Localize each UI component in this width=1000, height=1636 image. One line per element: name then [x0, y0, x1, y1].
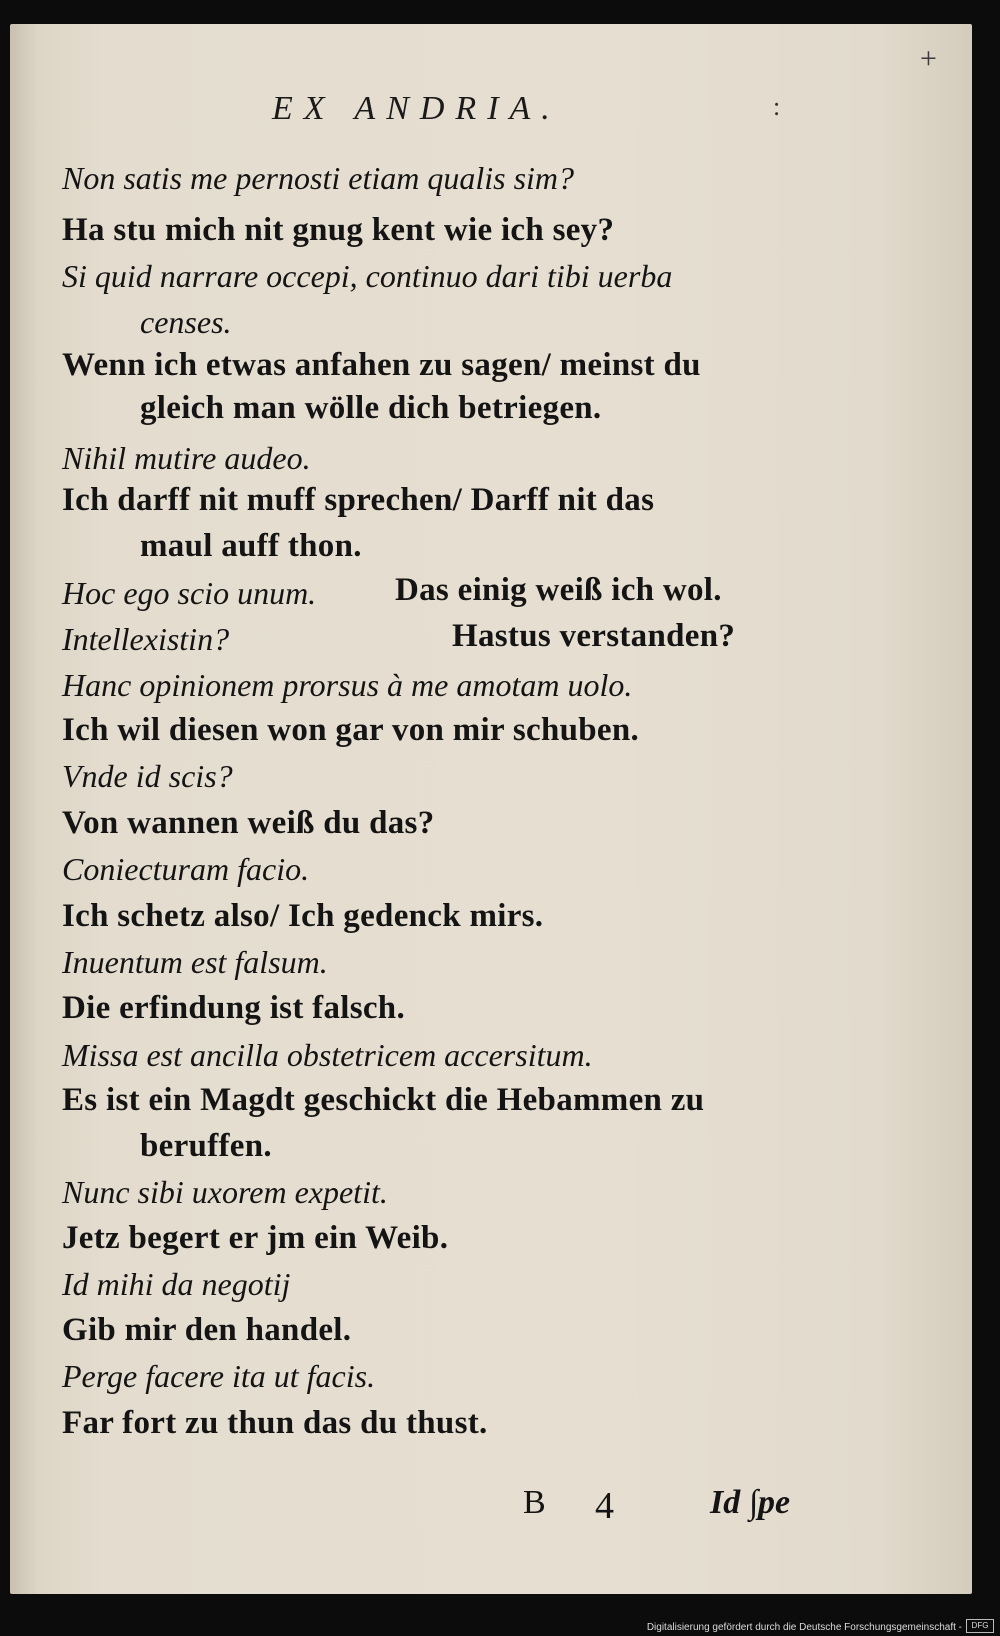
text-line: Nihil mutire audeo.	[62, 440, 311, 476]
text-line: Hanc opinionem prorsus à me amotam uolo.	[62, 667, 633, 703]
text-line: Si quid narrare occepi, continuo dari tibi uerba	[62, 258, 673, 294]
text-line: maul auff thon.	[140, 528, 362, 564]
text-line: beruffen.	[140, 1128, 272, 1164]
text-line: Inuentum est falsum.	[62, 944, 328, 980]
signature-number: 4	[595, 1485, 614, 1527]
text-line: censes.	[140, 304, 232, 340]
text-line: Non satis me pernosti etiam qualis sim?	[62, 160, 575, 196]
running-head: EX ANDRIA.	[272, 90, 561, 127]
text-line: Ich darff nit muff sprechen/ Darff nit das	[62, 482, 655, 518]
text-line: Far fort zu thun das du thust.	[62, 1405, 488, 1441]
text-line: Id mihi da negotij	[62, 1266, 291, 1302]
text-line: Vnde id scis?	[62, 758, 233, 794]
text-line: Ich schetz also/ Ich gedenck mirs.	[62, 898, 544, 934]
text-line: Coniecturam facio.	[62, 851, 310, 887]
text-line: Nunc sibi uxorem expetit.	[62, 1174, 388, 1210]
text-line: Die erfindung ist falsch.	[62, 990, 406, 1026]
text-line: Missa est ancilla obstetricem accersitum.	[62, 1037, 593, 1073]
text-line: Ha stu mich nit gnug kent wie ich sey?	[62, 212, 615, 248]
text-line: Hoc ego scio unum.	[62, 575, 317, 611]
text-line: Das einig weiß ich wol.	[395, 572, 722, 608]
text-line: Von wannen weiß du das?	[62, 805, 435, 841]
text-line: Intellexistin?	[62, 621, 230, 657]
text-line: gleich man wölle dich betriegen.	[140, 390, 602, 426]
text-line: Ich wil diesen won gar von mir schuben.	[62, 712, 640, 748]
text-line: Jetz begert er jm ein Weib.	[62, 1220, 449, 1256]
catchword: Id ∫pe	[710, 1484, 791, 1521]
text-line: Gib mir den handel.	[62, 1312, 352, 1348]
text-line: Perge facere ita ut facis.	[62, 1358, 376, 1394]
signature-mark: B	[523, 1484, 546, 1521]
text-block	[10, 24, 972, 1594]
corner-mark: :	[773, 92, 781, 121]
dfg-logo: DFG	[966, 1619, 994, 1633]
digitization-credit: Digitalisierung gefördert durch die Deutsche Forschungsgemeinschaft -	[646, 1622, 962, 1633]
text-line: Wenn ich etwas anfahen zu sagen/ meinst du	[62, 347, 701, 383]
book-page	[10, 24, 972, 1594]
folio-mark: +	[920, 42, 937, 75]
text-line: Hastus verstanden?	[452, 618, 736, 654]
text-line: Es ist ein Magdt geschickt die Hebammen zu	[62, 1082, 705, 1118]
